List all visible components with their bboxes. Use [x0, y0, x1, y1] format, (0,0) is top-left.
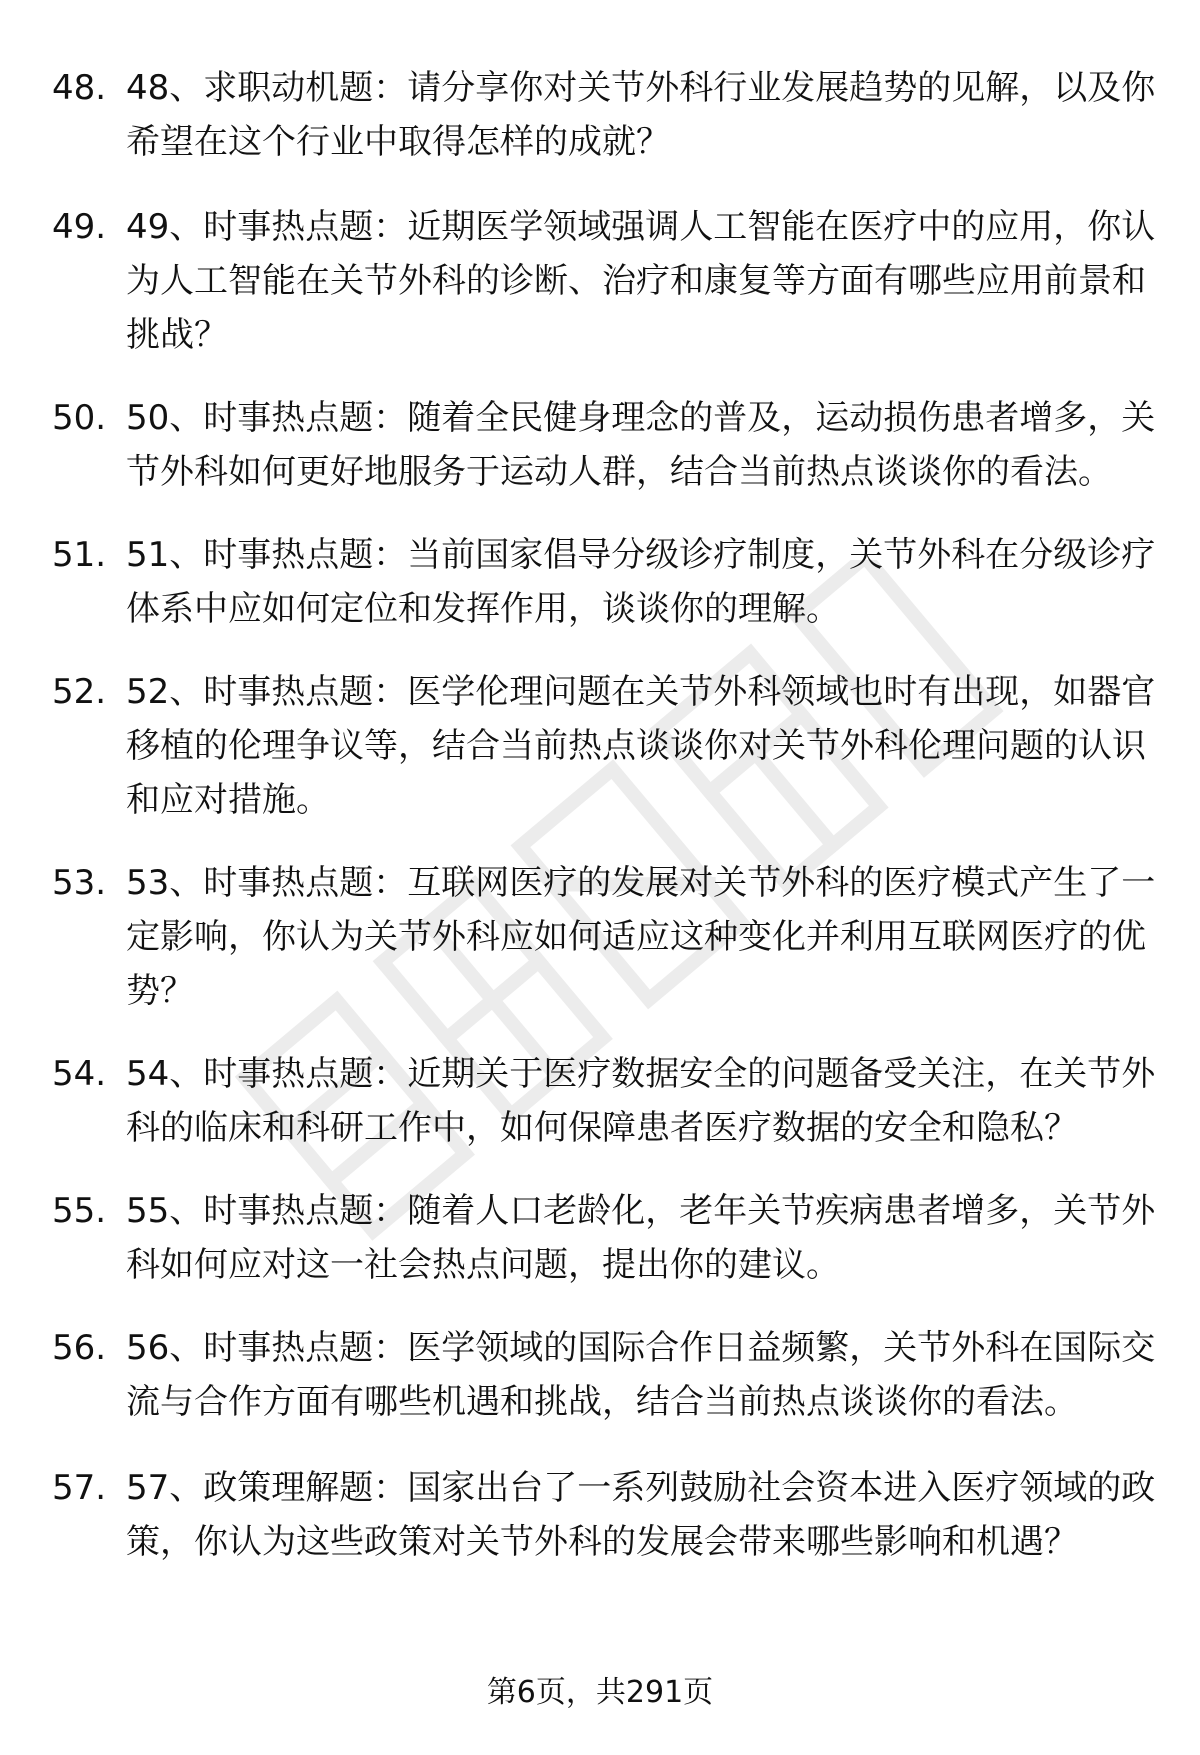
question-item-51	[52, 528, 1162, 636]
question-text: 53、时事热点题：互联网医疗的发展对关节外科的医疗模式产生了一定影响，你认为关节外科应如何适应这种变化并利用互联网医疗的优势？	[126, 863, 1156, 1011]
question-text: 52、时事热点题：医学伦理问题在关节外科领域也时有出现，如器官移植的伦理争议等，结合当前热点谈谈你对关节外科伦理问题的认识和应对措施。	[126, 672, 1156, 820]
question-text: 48、求职动机题：请分享你对关节外科行业发展趋势的见解，以及你希望在这个行业中取得怎样的成就？	[126, 68, 1156, 162]
question-number: 52.	[52, 672, 107, 712]
question-item-53	[52, 856, 1162, 1018]
question-item-52	[52, 665, 1162, 827]
question-item-54	[52, 1047, 1162, 1155]
question-text: 55、时事热点题：随着人口老龄化，老年关节疾病患者增多，关节外科如何应对这一社会热点问题，提出你的建议。	[126, 1191, 1156, 1285]
question-text: 50、时事热点题：随着全民健身理念的普及，运动损伤患者增多，关节外科如何更好地服务于运动人群，结合当前热点谈谈你的看法。	[126, 398, 1156, 492]
question-item-48	[52, 61, 1162, 169]
question-text: 51、时事热点题：当前国家倡导分级诊疗制度，关节外科在分级诊疗体系中应如何定位和发挥作用，谈谈你的理解。	[126, 535, 1156, 629]
question-list	[52, 61, 1162, 1598]
question-number: 50.	[52, 398, 107, 438]
question-item-50	[52, 391, 1162, 499]
question-number: 54.	[52, 1054, 107, 1094]
question-text: 57、政策理解题：国家出台了一系列鼓励社会资本进入医疗领域的政策，你认为这些政策对关节外科的发展会带来哪些影响和机遇？	[126, 1468, 1156, 1562]
page-number-footer: 第6页，共291页	[486, 1675, 714, 1710]
question-item-57	[52, 1461, 1162, 1569]
question-number: 49.	[52, 207, 107, 247]
question-item-56	[52, 1321, 1162, 1429]
question-number: 51.	[52, 535, 107, 575]
question-text: 54、时事热点题：近期关于医疗数据安全的问题备受关注，在关节外科的临床和科研工作中，如何保障患者医疗数据的安全和隐私？	[126, 1054, 1156, 1148]
question-number: 56.	[52, 1328, 107, 1368]
question-number: 55.	[52, 1191, 107, 1231]
question-number: 53.	[52, 863, 107, 903]
question-number: 57.	[52, 1468, 107, 1508]
question-text: 56、时事热点题：医学领域的国际合作日益频繁，关节外科在国际交流与合作方面有哪些机遇和挑战，结合当前热点谈谈你的看法。	[126, 1328, 1156, 1422]
question-item-55	[52, 1184, 1162, 1292]
question-text: 49、时事热点题：近期医学领域强调人工智能在医疗中的应用，你认为人工智能在关节外科的诊断、治疗和康复等方面有哪些应用前景和挑战？	[126, 207, 1156, 355]
question-item-49	[52, 200, 1162, 362]
question-number: 48.	[52, 68, 107, 108]
